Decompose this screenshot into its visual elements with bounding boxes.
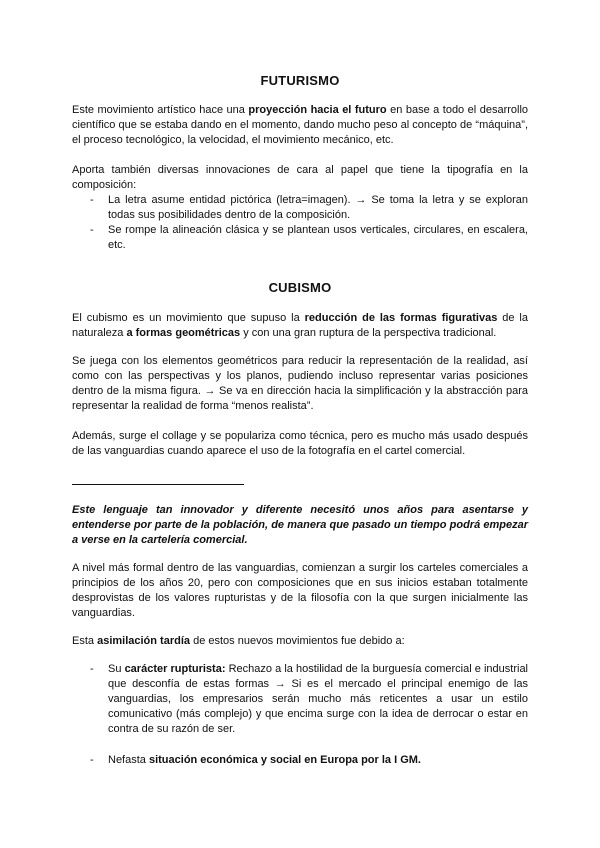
cubismo-paragraph-1 <box>72 311 528 341</box>
separator-line <box>72 484 244 485</box>
text: Nefasta <box>108 754 149 766</box>
list-item <box>72 223 528 253</box>
bold-text: reducción de las formas figurativas <box>304 312 498 324</box>
dash-bullet: - <box>90 224 94 236</box>
highlight-paragraph: Este lenguaje tan innovador y diferente necesitó unos años para asentarse y entenderse por parte de la población, de manera que pasado un tiempo podrá empezar a verse en la cartelería comercial. <box>72 504 528 546</box>
futurismo-list <box>72 193 528 253</box>
futurismo-paragraph-2: Aporta también diversas innovaciones de cara al papel que tiene la tipografía en la composición: <box>72 164 528 191</box>
bold-text: situación económica y social en Europa por la I GM. <box>148 754 421 766</box>
text: y con una gran ruptura de la perspectiva tradicional. <box>240 327 497 339</box>
futurismo-paragraph-1 <box>72 103 528 148</box>
text: en base a todo el desarrollo científico que se estaba dando en el momento, dando mucho peso al concepto de “máquina”, el proceso tecnológico, la velocidad, el movimiento mecánico, etc. <box>72 104 529 146</box>
bold-text: a formas geométricas <box>126 327 241 339</box>
list-item <box>72 193 528 223</box>
text: Su <box>108 663 125 675</box>
closing-paragraph-2 <box>72 634 528 649</box>
dash-bullet: - <box>90 663 94 675</box>
cubismo-title: CUBISMO <box>268 280 332 295</box>
text: El cubismo es un movimiento que supuso la <box>72 312 305 324</box>
dash-bullet: - <box>90 754 94 766</box>
list-item <box>72 753 528 768</box>
closing-list <box>72 662 528 768</box>
list-item <box>72 662 528 737</box>
bold-text: proyección hacia el futuro <box>248 104 387 116</box>
text: Rechazo a la hostilidad de la burguesía comercial e industrial que desconfía de estas formas → Si es el mercado el principal enemigo de las vanguardias, los empresarios serán mucho más reticentes a usar un estilo comunicativo (más complejo) y que encima surge con la idea de derrocar o estar en contra de su razón de ser. <box>108 663 528 735</box>
text: Esta <box>72 635 98 647</box>
text: de estos nuevos movimientos fue debido a: <box>190 635 405 647</box>
bold-text: asimilación tardía <box>97 635 191 647</box>
cubismo-paragraph-2: Se juega con los elementos geométricos para reducir la representación de la realidad, así como con las perspectivas y los planos, pudiendo incluso representar varias posiciones dentro de la misma figura. → Se va en dirección hacia la simplificación y la abstracción para representar la realidad de forma “menos realista”. <box>72 355 528 412</box>
cubismo-paragraph-3: Además, surge el collage y se populariza como técnica, pero es mucho más usado después de las vanguardias cuando aparece el uso de la fotografía en el cartel comercial. <box>72 430 528 457</box>
closing-paragraph-1: A nivel más formal dentro de las vanguardias, comienzan a surgir los carteles comerciales a principios de los años 20, pero con composiciones que en sus inicios estaban totalmente desprovistas de los valores rupturistas y de la filosofía con la que surgen inicialmente las vanguardias. <box>72 562 528 619</box>
dash-bullet: - <box>90 194 94 206</box>
list-item-text: Se rompe la alineación clásica y se plantean usos verticales, circulares, en escalera, etc. <box>108 224 528 251</box>
list-item-text: La letra asume entidad pictórica (letra=imagen). → Se toma la letra y se exploran todas sus posibilidades dentro de la composición. <box>108 194 528 221</box>
futurismo-title: FUTURISMO <box>260 73 340 88</box>
text: Este movimiento artístico hace una <box>72 104 249 116</box>
text: de la naturaleza <box>72 312 528 339</box>
bold-text: carácter rupturista: <box>124 663 226 675</box>
